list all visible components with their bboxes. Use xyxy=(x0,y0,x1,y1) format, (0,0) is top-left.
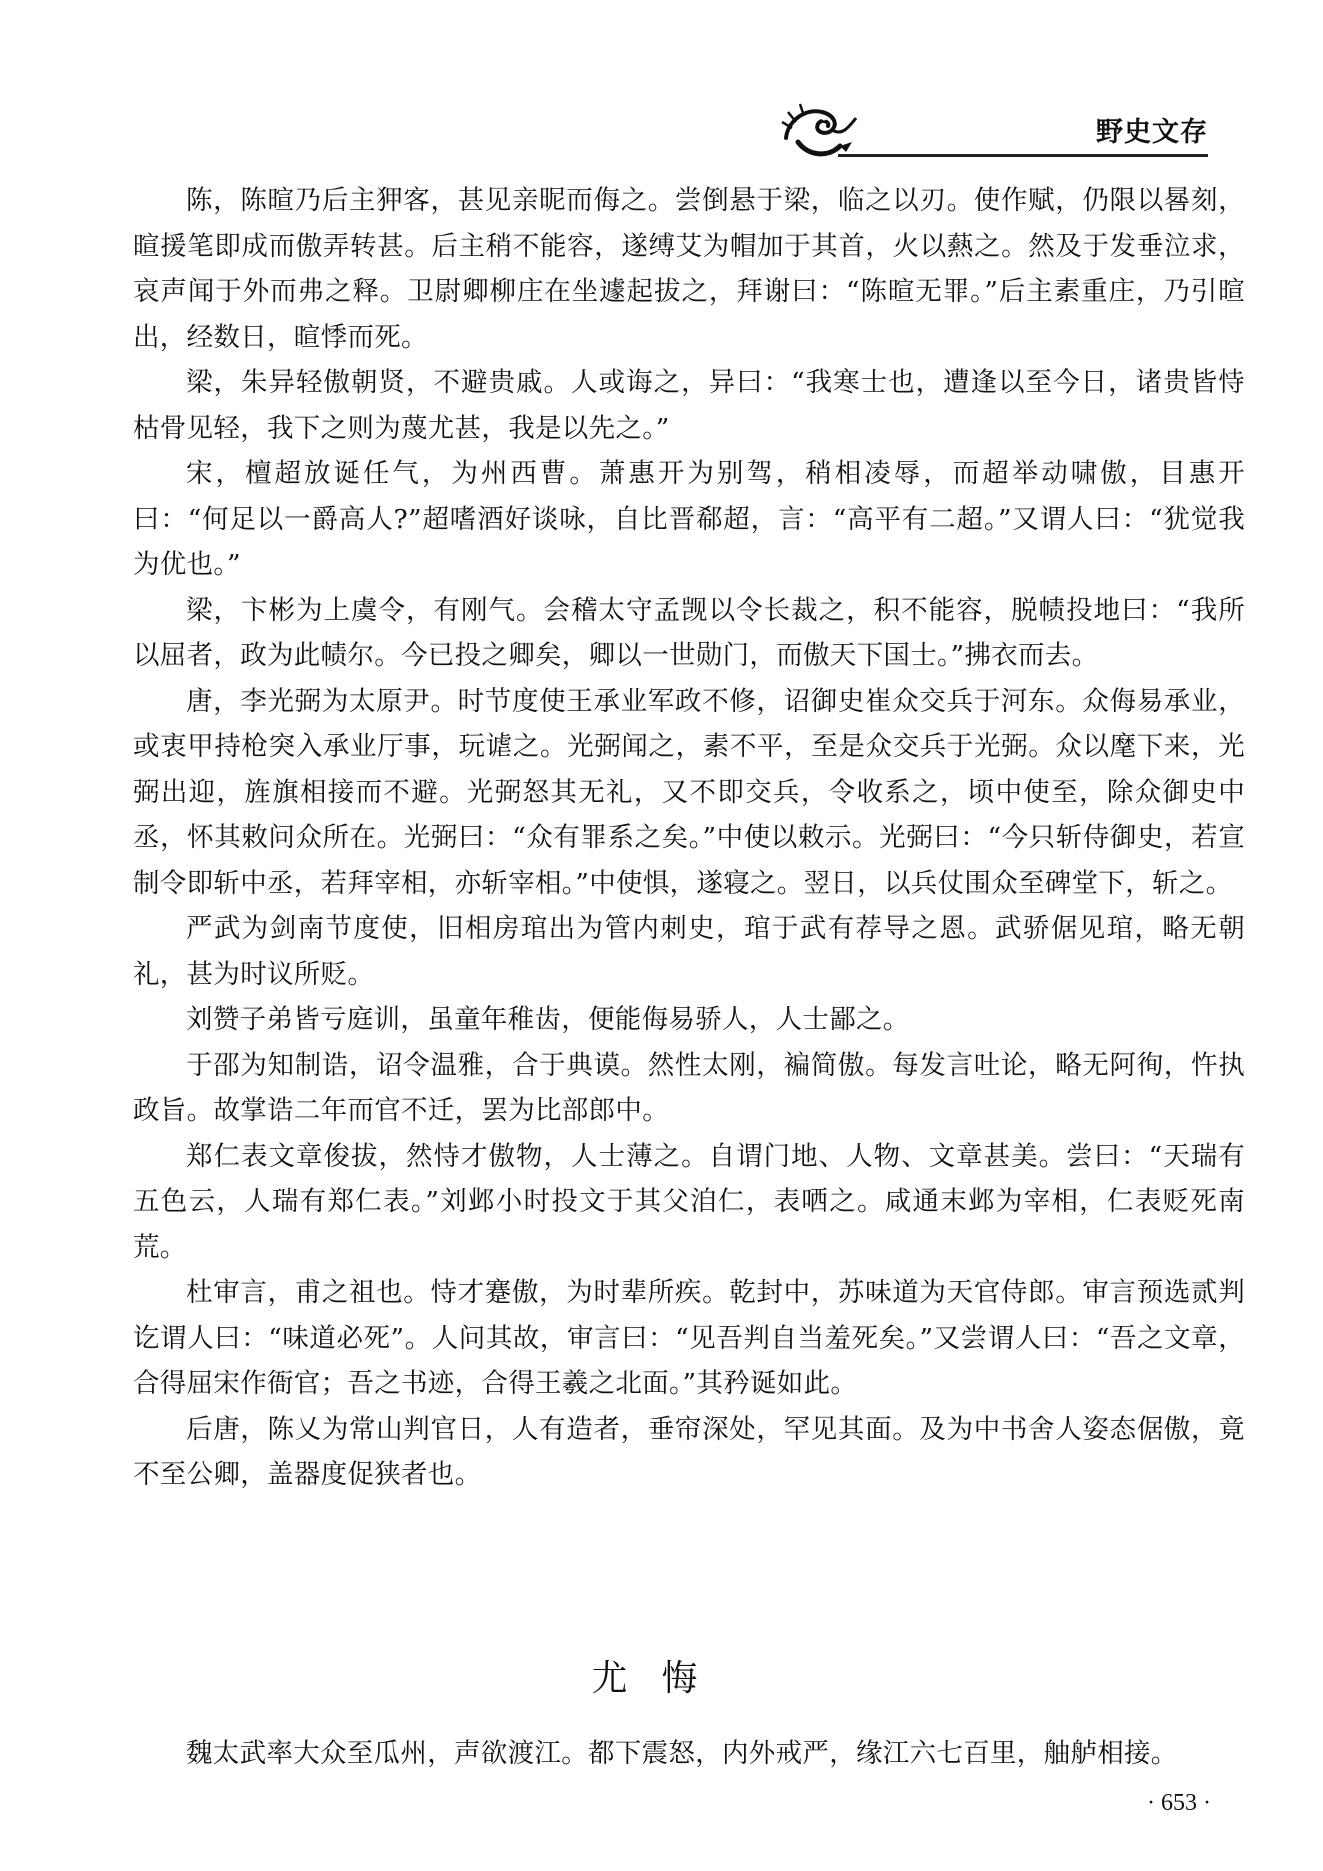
paragraph: 杜审言，甫之祖也。恃才蹇傲，为时辈所疾。乾封中，苏味道为天官侍郎。审言预选贰判讫谓人曰：“味道必死”。人问其故，审言曰：“见吾判自当羞死矣。”又尝谓人曰：“吾之文章，合得屈宋作衙官；吾之书迹，合得王羲之北面。”其矜诞如此。 xyxy=(133,1277,1245,1399)
paragraph: 后唐，陈乂为常山判官日，人有造者，垂帘深处，罕见其面。及为中书舍人姿态倨傲，竟不至公卿，盖器度促狭者也。 xyxy=(133,1413,1245,1490)
paragraph: 刘赞子弟皆亏庭训，虽童年稚齿，便能侮易骄人，人士鄙之。 xyxy=(186,1004,910,1035)
paragraph: 郑仁表文章俊拔，然恃才傲物，人士薄之。自谓门地、人物、文章甚美。尝曰：“天瑞有五色云，人瑞有郑仁表。”刘邺小时投文于其父洎仁，表哂之。咸通末邺为宰相，仁表贬死南荒。 xyxy=(133,1140,1245,1263)
section-body xyxy=(133,1731,1245,1777)
paragraph: 于邵为知制诰，诏令温雅，合于典谟。然性太刚，褊简傲。每发言吐论，略无阿徇，忤执政旨。故掌诰二年而官不迁，罢为比部郎中。 xyxy=(133,1049,1245,1126)
paragraph: 严武为剑南节度使，旧相房琯出为管内刺史，琯于武有荐导之恩。武骄倨见琯，略无朝礼，甚为时议所贬。 xyxy=(133,913,1245,990)
series-title: 野史文存 xyxy=(1096,117,1208,148)
paragraph: 梁，朱异轻傲朝贤，不避贵戚。人或诲之，异曰：“我寒士也，遭逢以至今日，诸贵皆恃枯骨见轻，我下之则为蔑尤甚，我是以先之。” xyxy=(133,367,1245,444)
paragraph: 唐，李光弼为太原尹。时节度使王承业军政不修，诏御史崔众交兵于河东。众侮易承业，或衷甲持枪突入承业厅事，玩谑之。光弼闻之，素不平，至是众交兵于光弼。众以麾下来，光弼出迎，旌旗相接而不避。光弼怒其无礼，又不即交兵，令收系之，顷中使至，除众御史中丞，怀其敕问众所在。光弼曰：“众有罪系之矣。”中使以敕示。光弼曰：“今只斩侍御史，若宣制令即斩中丞，若拜宰相，亦斩宰相。”中使惧，遂寝之。翌日，以兵仗围众至碑堂下，斩之。 xyxy=(133,685,1245,899)
paragraph: 梁，卞彬为上虞令，有刚气。会稽太守孟觊以令长裁之，积不能容，脱帻投地曰：“我所以屈者，政为此帻尔。今已投之卿矣，卿以一世勋门，而傲天下国士。”拂衣而去。 xyxy=(133,594,1245,671)
body-text xyxy=(133,178,1245,1498)
section-title: 尤悔 xyxy=(591,1658,732,1699)
running-header xyxy=(778,98,1208,168)
paragraph: 陈，陈暄乃后主狎客，甚见亲昵而侮之。尝倒悬于梁，临之以刃。使作赋，仍限以晷刻，暄援笔即成而傲弄转甚。后主稍不能容，遂缚艾为帽加于其首，火以爇之。然及于发垂泣求，哀声闻于外而弗之释。卫尉卿柳庄在坐遽起拔之，拜谢曰：“陈暄无罪。”后主素重庄，乃引暄出，经数日，暄悸而死。 xyxy=(133,185,1245,353)
dragon-emblem-icon xyxy=(778,98,864,162)
header-rule xyxy=(838,154,1208,157)
paragraph: 宋，檀超放诞任气，为州西曹。萧惠开为别驾，稍相凌辱，而超举动啸傲，目惠开曰：“何足以一爵高人?”超嗜酒好谈咏，自比晋郗超，言：“高平有二超。”又谓人曰：“犹觉我为优也。” xyxy=(133,458,1245,580)
page-number: · 653 · xyxy=(1147,1790,1211,1816)
paragraph: 魏太武率大众至瓜州，声欲渡江。都下震怒，内外戒严，缘江六七百里，舳舻相接。 xyxy=(186,1738,1178,1769)
